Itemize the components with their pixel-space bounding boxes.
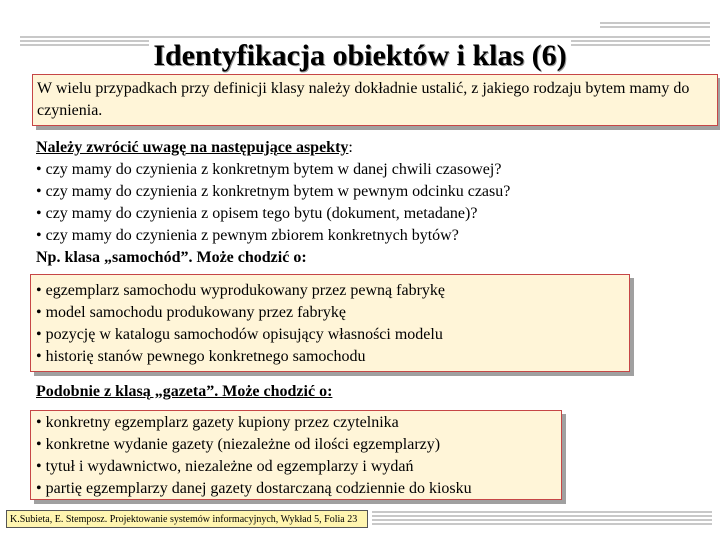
car-item: • pozycję w katalogu samochodów opisujący własności modelu [36,326,443,343]
newspaper-item: • konkretny egzemplarz gazety kupiony przez czytelnika [36,414,399,431]
title-decoration-stripes-top [600,22,710,28]
newspaper-list [36,412,472,500]
aspects-heading: Należy zwrócić uwagę na następujące aspekty [36,139,349,156]
car-item: • historię stanów pewnego konkretnego samochodu [36,348,366,365]
footer-decoration-stripes [372,511,712,525]
aspects-heading-line [36,137,510,159]
car-list [36,280,445,368]
newspaper-heading-block [36,381,332,403]
aspect-item: • czy mamy do czynienia z konkretnym bytem w danej chwili czasowej? [36,161,502,178]
intro-text: W wielu przypadkach przy definicji klasy należy dokładnie ustalić, z jakiego rodzaju bytem mamy do czynienia. [37,80,690,119]
newspaper-item: • tytuł i wydawnictwo, niezależne od egzemplarzy i wydań [36,458,414,475]
aspects-block [36,137,510,269]
car-item: • model samochodu produkowany przez fabrykę [36,304,346,321]
newspaper-heading: Podobnie z klasą „gazeta”. Może chodzić o: [36,383,333,400]
aspects-heading-colon: : [348,139,353,156]
car-example-heading: Np. klasa „samochód”. Może chodzić o: [36,249,307,266]
aspect-item: • czy mamy do czynienia z konkretnym bytem w pewnym odcinku czasu? [36,183,511,200]
aspect-item: • czy mamy do czynienia z pewnym zbiorem konkretnych bytów? [36,227,459,244]
car-item: • egzemplarz samochodu wyprodukowany przez pewną fabrykę [36,282,445,299]
aspect-item: • czy mamy do czynienia z opisem tego bytu (dokument, metadane)? [36,205,478,222]
footer-citation: K.Subieta, E. Stemposz. Projektowanie systemów informacyjnych, Wykład 5, Folia 23 [6,510,368,528]
title-bar [0,18,720,72]
newspaper-item: • partię egzemplarzy danej gazety dostarczaną codziennie do kiosku [36,480,472,497]
slide-title: Identyfikacja obiektów i klas (6) [0,38,720,74]
intro-text-block [37,78,717,122]
newspaper-item: • konkretne wydanie gazety (niezależne od ilości egzemplarzy) [36,436,441,453]
